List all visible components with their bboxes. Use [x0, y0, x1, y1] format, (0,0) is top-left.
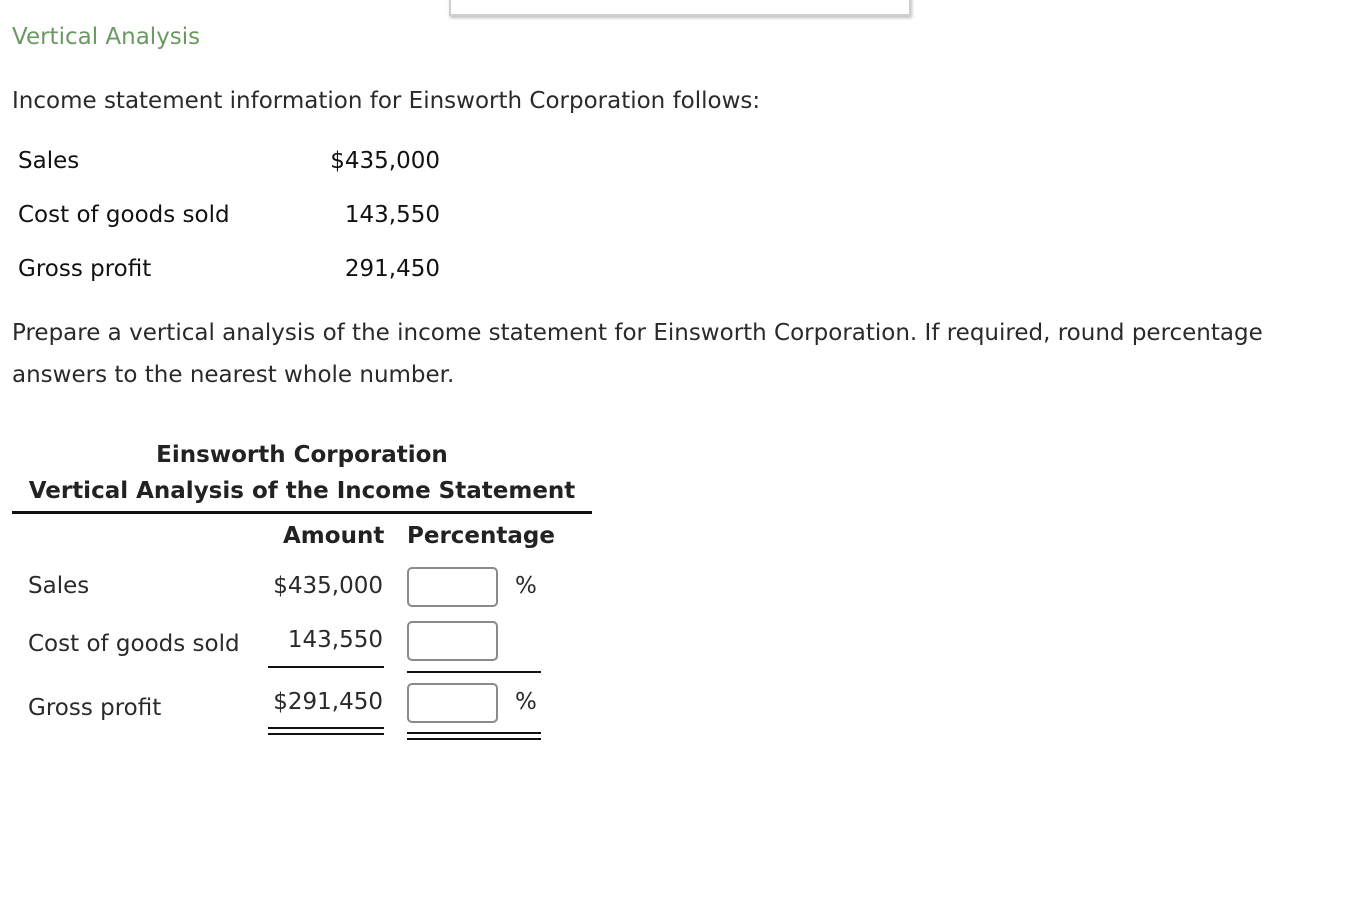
instructions-text: Prepare a vertical analysis of the income statement for Einsworth Corporation. If required, round percentage answers to the nearest whole number. — [12, 320, 1263, 388]
column-header-percentage: Percentage — [407, 523, 555, 549]
top-panel-edge — [449, 0, 911, 16]
row-label-sales: Sales — [28, 573, 90, 599]
section-heading: Vertical Analysis — [12, 24, 201, 50]
info-value: $435,000 — [330, 148, 440, 174]
amount-subtotal-rule — [268, 666, 384, 668]
info-label: Cost of goods sold — [18, 202, 230, 228]
percentage-subtotal-rule — [407, 671, 541, 673]
percent-sign: % — [515, 573, 537, 599]
amount-sales: $435,000 — [273, 573, 383, 599]
statement-company: Einsworth Corporation — [156, 442, 448, 468]
row-label-gross-profit: Gross profit — [28, 695, 162, 721]
amount-cogs: 143,550 — [287, 627, 383, 653]
info-value: 291,450 — [344, 256, 440, 282]
percentage-input-gross-profit[interactable] — [407, 683, 498, 723]
percentage-total-double-rule — [407, 732, 541, 740]
percent-sign: % — [515, 689, 537, 715]
row-label-cogs: Cost of goods sold — [28, 631, 240, 657]
percentage-input-cogs[interactable] — [407, 621, 498, 661]
statement-title: Vertical Analysis of the Income Statement — [28, 478, 576, 504]
percentage-input-sales[interactable] — [407, 567, 498, 607]
column-header-amount: Amount — [283, 523, 385, 549]
info-value: 143,550 — [344, 202, 440, 228]
intro-text: Income statement information for Einsworth Corporation follows: — [12, 88, 761, 114]
title-rule — [12, 511, 592, 514]
info-label: Gross profit — [18, 256, 152, 282]
amount-gross-profit: $291,450 — [273, 689, 383, 715]
amount-total-double-rule — [268, 727, 384, 735]
info-label: Sales — [18, 148, 80, 174]
